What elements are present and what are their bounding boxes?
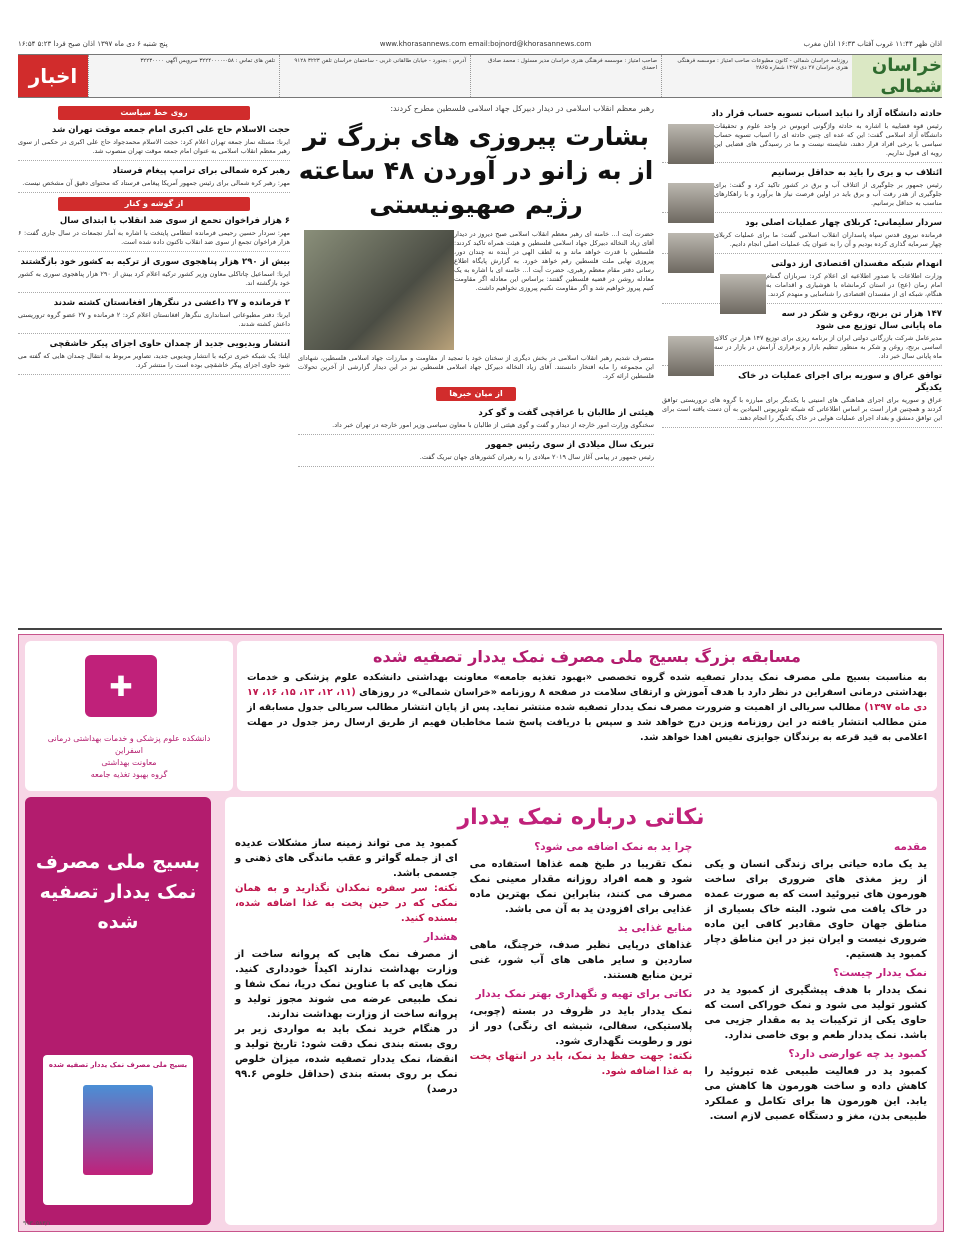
main-story-body-2: متصرف شدیم رهبر انقلاب اسلامی در بخش دیگری از سخنان خود با تمجید از مقاومت و مبارزات جهاد اسلامی فلسطین، شهادای این مجموعه را مایه افتخار دانستند. آقای زیاد النخاله دبیرکل جهاد اسلامی فلسطین نیز در این دیدار گزارشی از آخرین تحولات فلسطین ارائه کرد. (298, 354, 654, 380)
ad-col-left (235, 836, 458, 1124)
corner-list (18, 215, 290, 375)
news-item-title: ۱۴۷ هزار تن برنج، روغن و شکر در سه ماه پایانی سال توزیع می شود (781, 309, 942, 331)
section-label-siasat: روی خط سیاست (58, 106, 250, 120)
news-item-text: فرمانده نیروی قدس سپاه پاسداران انقلاب اسلامی گفت: ما برای عملیات کربلای چهار سرمایه گذاری کرده بودیم و آن را به عنوان یک عملیات اصلی انجام دادیم. (714, 231, 942, 248)
tip-text: غذاهای دریایی نظیر صدف، خرچنگ، ماهی ساردین و سایر ماهی های آب شور، غنی ترین منابع هستند. (469, 940, 693, 981)
news-item-photo (668, 336, 714, 376)
newspaper-logo: خراسان شمالی (852, 55, 942, 97)
ad-col-right (704, 836, 927, 1124)
tip-heading: نکاتی برای تهیه و نگهداری بهتر نمک یددار (475, 988, 693, 1000)
main-story-body: حضرت آیت ا... خامنه ای رهبر معظم انقلاب اسلامی صبح دیروز در دیدار آقای زیاد النخاله دبیرکل جهاد اسلامی فلسطین و هیئت همراه تاکید کردند: فلسطین با قدرت خواهد ماند و به لطف الهی در آینده نه چندان دور، پیروزی نهایی ملت فلسطین رقم خواهد خورد. به گزارش پایگاه اطلاع رسانی دفتر مقام معظم رهبری، حضرت آیت ا... خامنه ای با اشاره به یک معادله روشن در قضیه فلسطین گفتند: براساس این معادله اگر مقاومت کنیم پیروز خواهیم شد و اگر مقاومت نکنیم پیروزی نخواهیم داشت. (454, 230, 654, 292)
tip-text: نمک یددار باید در ظروف در بسته (چوبی، پلاستیکی، سفالی، شیشه ای رنگی) دور از نور و رطوبت نگهداری شود. (469, 1006, 693, 1047)
tip-text: نمک یددار با هدف پیشگیری از کمبود ید در کشور تولید می شود و نمک خوراکی است که حاوی یکی از ترکیبات ید به مقدار جزیی می باشد. نمک یددار طعم و بوی خاصی ندارد. (704, 985, 927, 1041)
ad-reference-number: ۹۱۳۰۵۸۳/۱ (23, 1220, 51, 1227)
university-emblem-icon: ✚ (85, 655, 157, 717)
news-item-title: توافق عراق و سوریه برای اجرای عملیات در خاک یکدیگر (738, 371, 942, 393)
news-item-photo (720, 274, 766, 314)
mid-news-list (298, 407, 654, 467)
tip-heading: مقدمه (894, 841, 927, 853)
brief-news-title: حجت الاسلام حاج علی اکبری امام جمعه موقت تهران شد (52, 125, 290, 135)
news-item-photo (668, 233, 714, 273)
address-info: آدرس : بجنورد - خیابان طالقانی غربی - ساختمان خراسان تلفن ۳۲۲۳ ۹۱۲۸ (279, 55, 470, 97)
tip-text: نمک تقریبا در طبخ همه غذاها استفاده می شود و همه افراد روزانه مقدار معینی نمک مصرف می کنند، بنابراین نمک بهترین ماده غذایی برای افزودن ید به آن می باشد. (469, 859, 693, 915)
news-item-photo (668, 124, 714, 164)
brief-news-title: هیئتی از طالبان با عراقچی گفت و گو کرد (478, 408, 654, 418)
news-item-title: سردار سلیمانی: کربلای چهار عملیات اصلی بود (745, 218, 942, 228)
brief-news-body: رئیس جمهور در پیامی آغاز سال ۲۰۱۹ میلادی را به رهبران کشورهای جهان تبریک گفت. (298, 453, 654, 467)
brief-news-body: ایرنا: مسئله نماز جمعه تهران اعلام کرد: حجت الاسلام محمدجواد حاج علی اکبری در حکمی از سوی رهبر معظم انقلاب اسلامی به عنوان امام جمعه موقت تهران منصوب شد. (18, 138, 290, 161)
main-headline: بشارت پیروزی های بزرگ تر از به زانو در آوردن ۴۸ ساعته رژیم صهیونیستی (298, 122, 654, 219)
ad-side-title: بسیج ملی مصرف نمک یددار تصفیه شده (35, 851, 201, 933)
news-item-text: عراق و سوریه برای اجرای هماهنگی های امنیتی با یکدیگر برای مبارزه با گروه های تروریستی توافق کردند و همچنین قرار است بر اساس اطلاعاتی که شبکه تلویزیونی المیادین به آن دست یافته است برای این توافق دمشق و بغداد اجرای عملیات هوایی در خاک یکدیگر را انجام دهند. (662, 396, 942, 422)
news-item-title: انهدام شبکه مفسدان اقتصادی ارز دولتی (771, 259, 942, 269)
news-item-body (662, 122, 942, 163)
news-item-body (662, 396, 942, 428)
masthead (18, 54, 942, 98)
news-item-text: رئیس قوه قضاییه با اشاره به حادثه واژگونی اتوبوس در واحد علوم و تحقیقات دانشگاه آزاد اسلامی گفت: این که عده ای چنین حادثه ای را اسباب تسویه حساب سیاسی با برخی افراد قرار دهند، شایسته نیست و ما در رسیدگی های قضایی این رویه ای قبول نداریم. (714, 122, 942, 157)
ad-contest-title: مسابقه بزرگ بسیج ملی مصرف نمک یددار تصفیه شده (373, 647, 801, 666)
brief-news-title: تبریک سال میلادی از سوی رئیس جمهور (485, 440, 654, 450)
tip-heading: هشدار (423, 931, 458, 943)
salt-package-title: بسیج ملی مصرف نمک یددار تصفیه شده (48, 1061, 188, 1069)
news-item-title: حادثه دانشگاه آزاد را نباید اسباب تسویه حساب قرار داد (711, 109, 942, 119)
brief-news-title: رهبر کره شمالی برای ترامپ پیغام فرستاد (112, 166, 290, 176)
tip-text: در هنگام خرید نمک باید به مواردی زیر بر روی بسته بندی نمک دقت شود: تاریخ تولید و انقضا، نمک یددار تصفیه شده، میزان خلوص نمک بر روی بسته بندی (حداقل خلوص ۹۹.۶ درصد) (234, 1024, 458, 1095)
section-badge-akhbar: اخبار (18, 55, 88, 97)
salt-package-image (43, 1055, 193, 1205)
headline-kicker: رهبر معظم انقلاب اسلامی در دیدار دبیرکل جهاد اسلامی فلسطین مطرح کردند: (390, 104, 654, 113)
news-item-title: ائتلاف ب و بری را باید به حداقل برسانیم (771, 168, 942, 178)
prayer-times-right: اذان ظهر ۱۱:۴۴ غروب آفتاب ۱۶:۳۳ اذان مغرب (803, 40, 942, 48)
ad-logo-text: دانشکده علوم پزشکی و خدمات بهداشتی درمانی اسفراین معاونت بهداشتی گروه بهبود تغذیه جامعه (47, 734, 211, 779)
main-story-column (298, 104, 654, 624)
phone-info: تلفن های تماس : ۰۵۸-۳۲۲۴۰۰۰۰ سرویس آگهی ۳۲۲۳۰۰۰۰ (88, 55, 279, 97)
salt-package-box (83, 1085, 153, 1175)
iodized-salt-advertisement (18, 634, 944, 1232)
brief-news-body: ایرنا: اسماعیل چاتاکلی معاون وزیر کشور ترکیه اعلام کرد بیش از ۲۹۰ هزار پناهجوی سوری به کشور خود بازگشته اند. (18, 270, 290, 293)
brief-news-body: ایرنا: دفتر مطبوعاتی استانداری ننگرهار افغانستان اعلام کرد: ۲ فرمانده و ۲۷ عضو گروه تروریستی داعش کشته شدند. (18, 311, 290, 334)
section-label-goushe: از گوشه و کنار (58, 197, 250, 211)
section-label-miyan-khabarha: از میان خبرها (436, 387, 516, 401)
tip-text: کمبود ید در فعالیت طبیعی غده تیروئید را کاهش داده و ساخت هورمون ها کاهش می یابد. این هورمون ها برای تکامل و عملکرد طبیعی بدن، مغز و دستگاه عصبی لازم است. (704, 1066, 927, 1122)
brief-news-title: ۲ فرمانده و ۲۷ داعشی در ننگرهار افغانستان کشته شدند (53, 298, 290, 308)
brief-news-title: بیش از ۲۹۰ هزار پناهجوی سوری از ترکیه به کشور خود بازگشتند (20, 257, 290, 267)
news-item-body (662, 272, 942, 304)
news-item-text: وزارت اطلاعات با صدور اطلاعیه ای اعلام کرد: سربازان گمنام امام زمان (عج) در استان کرمانشاه با هوشیاری و اقدامات به هنگام، شبکه ای از مفسدان اقتصادی را شناسایی و منهدم کردند. (766, 272, 942, 298)
tip-note: نکته: سر سفره نمکدان نگذارید و به همان نمکی که در حین پخت به غذا اضافه شده، بسنده کنید. (234, 883, 458, 924)
ad-contest-dates: (۱۱، ۱۲، ۱۳، ۱۵، ۱۶، ۱۷ دی ماه ۱۳۹۷) (247, 687, 927, 713)
news-item-body (662, 181, 942, 213)
news-item-body (662, 334, 942, 366)
ad-col-middle (470, 836, 693, 1124)
ad-tips-panel (225, 797, 937, 1225)
ad-contest-header (237, 641, 937, 791)
brief-news-body: سخنگوی وزارت امور خارجه از دیدار و گفت و گوی هیئتی از طالبان با معاون سیاسی وزیر امور خارجه در تهران خبر داد. (298, 421, 654, 435)
tip-note: نکته: جهت حفظ ید نمک، باید در انتهای پخت به غذا اضافه شود. (469, 1051, 693, 1077)
owner-info: صاحب امتیاز : موسسه فرهنگی هنری خراسان مدیر مسئول : محمد صادق احمدی (470, 55, 661, 97)
issue-info: روزنامه خراسان شمالی - کانون مطبوعات صاحب امتیاز : موسسه فرهنگی هنری خراسان ۲۷ دی ۱۳۹۷ شماره ۲۸۶۵ (661, 55, 852, 97)
tip-text: از مصرف نمک هایی که پروانه ساخت از وزارت بهداشت ندارند اکیداً خودداری کنید. نمک هایی که با عناوین نمک دریا، نمک شفا و نمک طبیعی عرضه می شوند مجوز تولید و پروانه ساخت از وزارت بهداشت ندارند. (234, 949, 458, 1020)
news-item-text: مدیرعامل شرکت بازرگانی دولتی ایران از برنامه ریزی برای توزیع ۱۴۷ هزار تن کالای اساسی برنج، روغن و شکر به منظور تنظیم بازار و برقراری آرامش در بازار در سه ماه پایانی سال خبر داد. (714, 334, 942, 360)
tip-heading: چرا ید به نمک اضافه می شود؟ (534, 841, 693, 853)
tip-text: کمبود ید می تواند زمینه ساز مشکلات عدیده ای از جمله گواتر و عقب ماندگی های ذهنی و جسمی باشد. (234, 838, 458, 879)
page-divider (18, 628, 942, 630)
top-info-line (18, 40, 942, 52)
ad-tips-title: نکاتی درباره نمک یددار (457, 805, 705, 830)
news-item-text: رئیس جمهور بر جلوگیری از ائتلاف آب و برق در کشور تاکید کرد و گفت: برای جلوگیری از هدر رفت آب و برق باید در اولین فرصت نیاز ها برآورد و با راهکارهای مناسب به حداقل برسانیم. (714, 181, 942, 207)
ad-tips-columns (235, 836, 927, 1124)
news-item-body (662, 231, 942, 254)
leader-meeting-photo (304, 230, 454, 350)
ad-side-banner (25, 797, 211, 1225)
brief-news-body: ایلنا: یک شبکه خبری ترکیه با انتشار ویدیویی جدید، تصاویر مربوط به انتقال چمدان هایی که گفته می شود حاوی اجزای پیکر خاشقچی بوده است را منتشر کرد. (18, 352, 290, 375)
prayer-times-left: پنج شنبه ۶ دی ماه ۱۳۹۷ اذان صبح فردا ۵:۲۳ ۱۶:۵۴ (18, 40, 168, 48)
politics-list (18, 124, 290, 193)
tip-text: ید یک ماده حیاتی برای زندگی انسان و یکی از ریز مغذی های ضروری برای ساخت هورمون های تیروئید است که به صورت عمده در خاک یافت می شود. البته خاک بسیاری از مناطق جهان حاوی مقادیر کافی این ماده ضروری نیست و ایران نیز در این مناطق دچار کمبود ید هستیم. (704, 859, 927, 960)
ad-university-logo-box (25, 641, 233, 791)
website-email[interactable]: www.khorasannews.com email:bojnord@khorasannews.com (379, 40, 592, 48)
right-news-column (662, 104, 942, 634)
tip-heading: نمک یددار چیست؟ (833, 967, 927, 979)
tip-heading: منابع غذایی ید (617, 922, 693, 934)
ad-intro-text-2: مطالب سریالی از اهمیت و ضرورت مصرف نمک یددار تصفیه شده منتشر نماید. پس از پایان انتشار مطالب سریالی جدول مسابقه از متن مطالب انتشار یافته در این روزنامه وزین درج خواهد شد و سپس با دریافت پاسخ شما مخاطبان فهیم از طریق ارسال رمز جدول در مهلت اعلامی به قید قرعه به برندگان جوایزی نفیس اهدا خواهد شد. (247, 702, 927, 743)
brief-news-body: مهر: رهبر کره شمالی برای رئیس جمهور آمریکا پیغامی فرستاد که محتوای دقیق آن مشخص نیست. (18, 179, 290, 193)
brief-news-body: مهر: سردار حسین رحیمی فرمانده انتظامی پایتخت با اشاره به آمار تجمعات در سال جاری گفت: ۶ هزار فراخوان تجمع از سوی ضد انقلاب تاکنون داده شده است. (18, 229, 290, 252)
brief-news-title: ۶ هزار فراخوان تحمع از سوی ضد انقلاب با ابتدای سال (59, 216, 290, 226)
news-item-photo (668, 183, 714, 223)
left-news-column (18, 104, 290, 624)
ad-contest-intro (247, 670, 927, 745)
ad-intro-text: به مناسبت بسیج ملی مصرف نمک یددار تصفیه شده گروه تخصصی «بهبود تغذیه جامعه» معاونت بهداشتی دانشکده علوم پزشکی و خدمات بهداشتی درمانی اسفراین در نظر دارد با هدف آموزش و ارتقای سلامت در صفحه ۸ روزنامه «خراسان شمالی» در روزهای (247, 672, 928, 698)
tip-heading: کمبود ید چه عوارضی دارد؟ (788, 1048, 927, 1060)
brief-news-title: انتشار ویدیویی جدید از چمدان حاوی اجزای پیکر خاشقچی (49, 339, 290, 349)
